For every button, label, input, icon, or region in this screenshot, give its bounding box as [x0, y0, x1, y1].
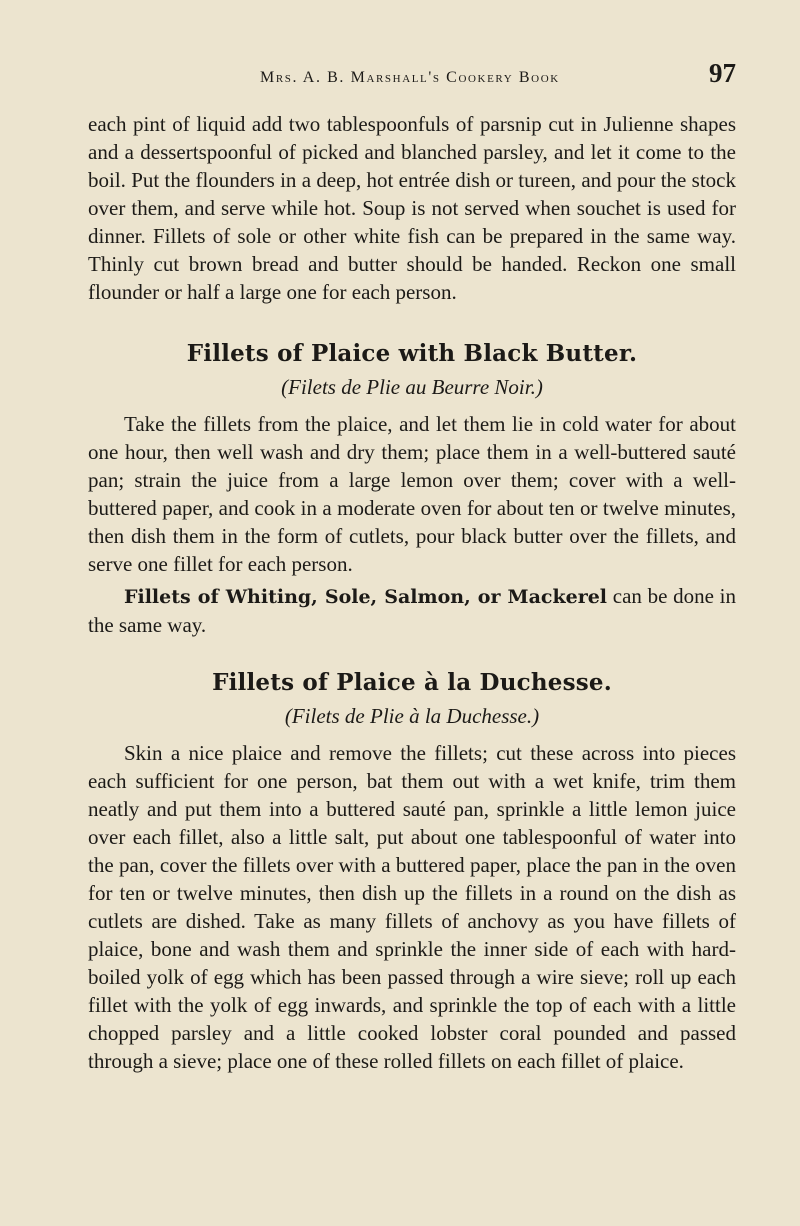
- note-rest: can be done in the same way.: [88, 584, 736, 637]
- intro-paragraph: each pint of liquid add two tablespoonfuls of parsnip cut in Julienne shapes and a dessertspoonful of picked and blanched parsley, and let it come to the boil. Put the flounders in a deep, hot entrée dish or tureen, and pour the stock over them, and serve while hot. Soup is not served when souchet is used for dinner. Fillets of sole or other white fish can be prepared in the same way. Thinly cut brown bread and butter should be handed. Reckon one small flounder or half a large one for each person.: [88, 112, 736, 304]
- running-head: [260, 58, 736, 89]
- recipe-paragraph-duchesse: Skin a nice plaice and remove the fillets; cut these across into pieces each sufficient for one person, bat them out with a wet knife, trim them neatly and put them into a buttered sauté pan, sprinkle a little lemon juice over each fillet, also a little salt, put about one tablespoonful of water into the pan, cover the fillets over with a buttered paper, place the pan in the oven for ten or twelve minutes, then dish up the fillets in a round on the dish as cutlets are dished. Take as many fillets of anchovy as you have fillets of plaice, bone and wash them and sprinkle the inner side of each with hard-boiled yolk of egg which has been passed through a wire sieve; roll up each fillet with the yolk of egg inwards, and sprinkle the top of each with a little chopped parsley and a little cooked lobster coral pounded and passed through a sieve; place one of these rolled fillets on each fillet of plaice.: [88, 741, 736, 1073]
- page-body: [88, 110, 736, 1075]
- recipe-subtitle-duchesse: (Filets de Plie à la Duchesse.): [284, 704, 540, 728]
- running-title: Mrs. A. B. Marshall's Cookery Book: [260, 69, 560, 86]
- recipe-paragraph-black-butter: Take the fillets from the plaice, and let them lie in cold water for about one hour, then well wash and dry them; place them in a well-buttered sauté pan; strain the juice from a large lemon over them; cover with a well-buttered paper, and cook in a moderate oven for about ten or twelve minutes, then dish them in the form of cutlets, pour black butter over the fillets, and serve one fillet for each person.: [88, 412, 736, 576]
- recipe-note-black-butter: [88, 582, 736, 639]
- recipe-title-duchesse: Fillets of Plaice à la Duchesse.: [212, 669, 612, 696]
- page-number: 97: [709, 58, 736, 88]
- recipe-title-black-butter: Fillets of Plaice with Black Butter.: [186, 340, 638, 367]
- recipe-subtitle-black-butter: (Filets de Plie au Beurre Noir.): [281, 375, 543, 399]
- note-lead: Fillets of Whiting, Sole, Salmon, or Mackerel: [124, 586, 608, 608]
